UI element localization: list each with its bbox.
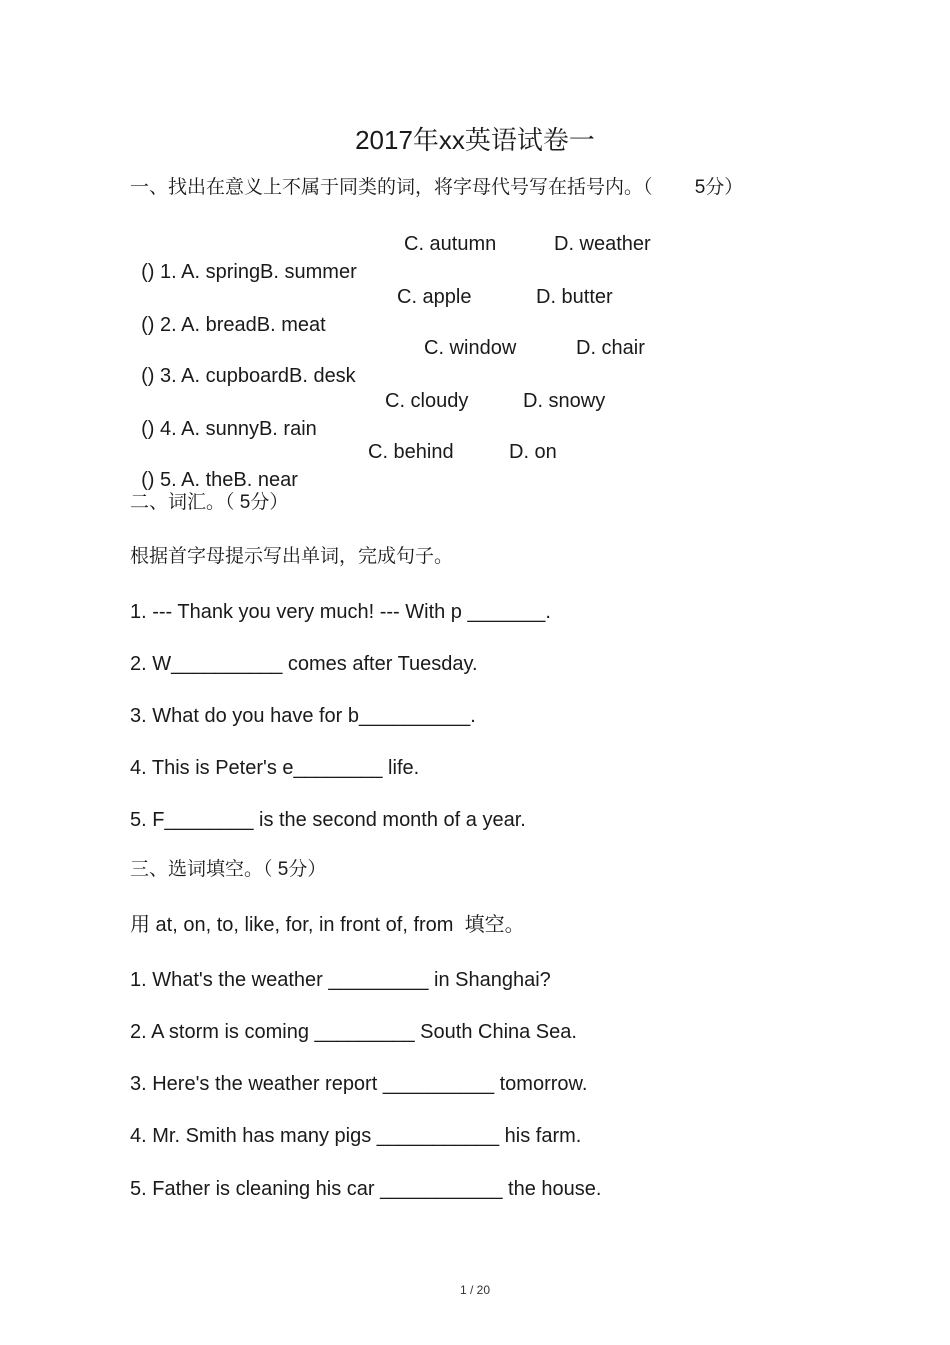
fill-item: 1. What's the weather _________ in Shanghai? bbox=[130, 969, 551, 991]
option-d: D. weather bbox=[554, 233, 651, 255]
option-c: C. apple bbox=[397, 286, 472, 308]
page-title: 2017年xx英语试卷一 bbox=[355, 125, 595, 155]
question-row bbox=[130, 387, 317, 443]
fill-item: 4. Mr. Smith has many pigs ___________ his farm. bbox=[130, 1125, 582, 1147]
fill-item: 2. W__________ comes after Tuesday. bbox=[130, 653, 478, 675]
option-c: C. autumn bbox=[404, 233, 497, 255]
option-c: C. behind bbox=[368, 441, 454, 463]
option-c: C. cloudy bbox=[385, 390, 469, 412]
question-row bbox=[130, 283, 326, 339]
section2-heading: 二、词汇。（ 5分） bbox=[130, 492, 289, 513]
option-d: D. snowy bbox=[523, 390, 606, 412]
option-d: D. butter bbox=[536, 286, 613, 308]
fill-item: 4. This is Peter's e________ life. bbox=[130, 757, 420, 779]
question-stem: () 3. A. cupboardB. desk bbox=[141, 365, 356, 387]
question-row bbox=[130, 334, 356, 390]
fill-item: 2. A storm is coming _________ South China Sea. bbox=[130, 1021, 577, 1043]
question-row bbox=[130, 438, 298, 494]
page-number: 1 / 20 bbox=[459, 1283, 491, 1297]
question-stem: () 2. A. breadB. meat bbox=[141, 314, 326, 336]
fill-item: 5. F________ is the second month of a year. bbox=[130, 809, 526, 831]
question-stem: () 4. A. sunnyB. rain bbox=[141, 418, 317, 440]
question-stem: () 5. A. theB. near bbox=[141, 469, 298, 491]
fill-item: 1. --- Thank you very much! --- With p _______. bbox=[130, 601, 551, 623]
section1-heading: 一、找出在意义上不属于同类的词，将字母代号写在括号内。（ 5分） bbox=[130, 177, 744, 198]
fill-item: 3. Here's the weather report __________ tomorrow. bbox=[130, 1073, 588, 1095]
question-row bbox=[130, 230, 357, 286]
section2-instruction: 根据首字母提示写出单词，完成句子。 bbox=[130, 546, 454, 567]
question-stem: () 1. A. springB. summer bbox=[141, 261, 357, 283]
fill-item: 3. What do you have for b__________. bbox=[130, 705, 476, 727]
fill-item: 5. Father is cleaning his car ___________ the house. bbox=[130, 1178, 602, 1200]
section3-instruction: 用 at, on, to, like, for, in front of, from 填空。 bbox=[130, 914, 525, 936]
option-d: D. chair bbox=[576, 337, 645, 359]
option-c: C. window bbox=[424, 337, 517, 359]
option-d: D. on bbox=[509, 441, 557, 463]
section3-heading: 三、选词填空。（ 5分） bbox=[130, 859, 327, 880]
